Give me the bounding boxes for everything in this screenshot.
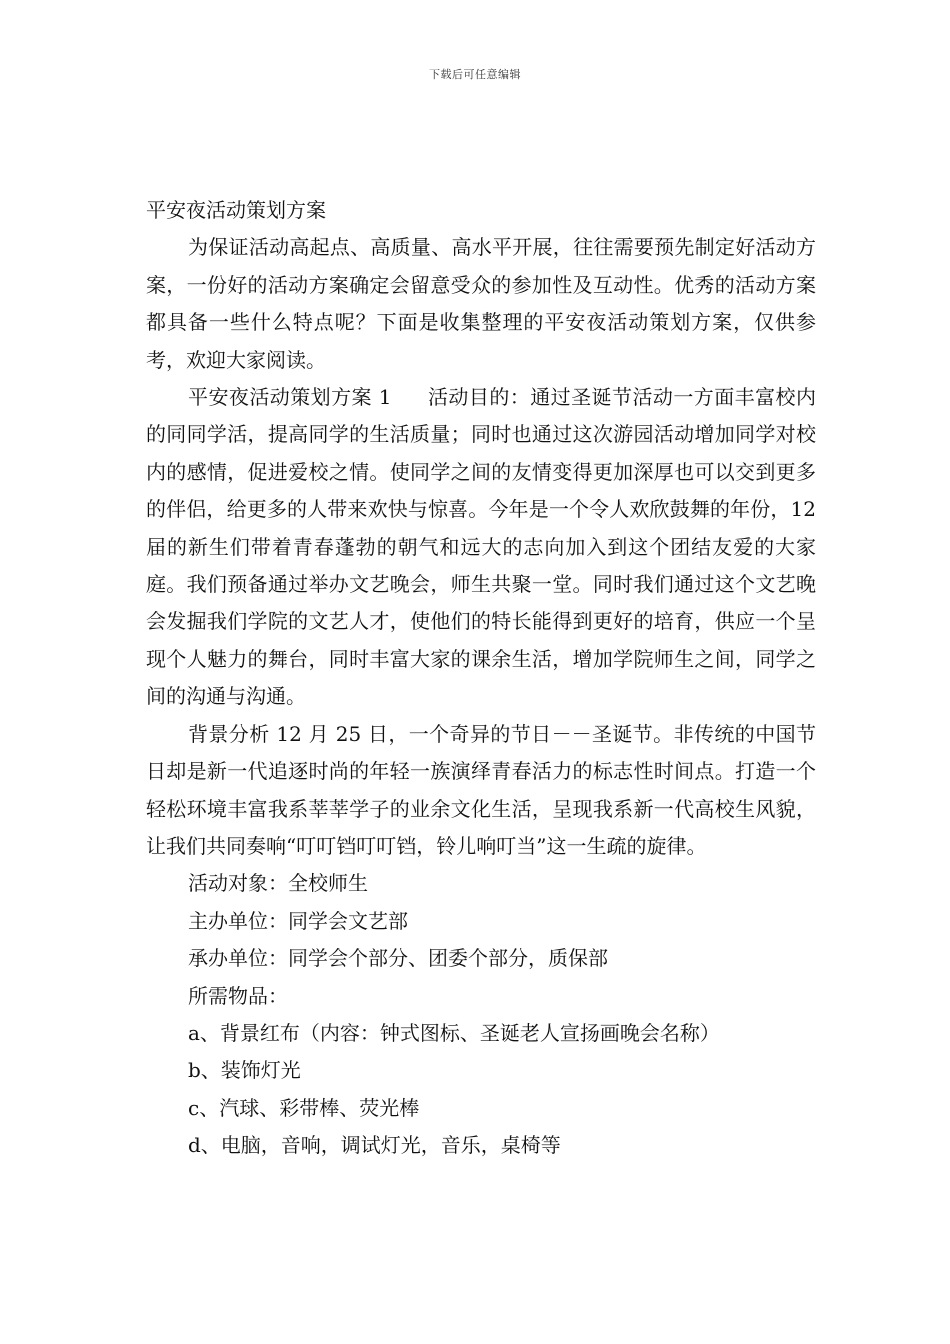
document-body <box>146 192 816 1165</box>
purpose-paragraph <box>146 379 816 716</box>
target-line: 活动对象：全校师生 <box>188 871 368 896</box>
purpose-text: 活动目的：通过圣诞节活动一方面丰富校内的同同学活，提高同学的生活质量；同时也通过这次游园活动增加同学对校内的感情，促进爱校之情。使同学之间的友情变得更加深厚也可以交到更多的伴侣，给更多的人带来欢快与惊喜。今年是一个令人欢欣鼓舞的年份，12 届的新生们带着青春蓬勃的朝气和远大的志向加入到这个团结友爱的大家庭。我们预备通过举办文艺晚会，师生共聚一堂。同时我们通过这个文艺晚会发掘我们学院的文艺人才，使他们的特长能得到更好的培育，供应一个呈现个人魅力的舞台，同时丰富大家的课余生活，增加学院师生之间，同学之间的沟通与沟通。 <box>146 385 817 709</box>
intro-paragraph: 为保证活动高起点、高质量、高水平开展，往往需要预先制定好活动方案，一份好的活动方案确定会留意受众的参加性及互动性。优秀的活动方案都具备一些什么特点呢？下面是收集整理的平安夜活动策划方案，仅供参考，欢迎大家阅读。 <box>146 235 816 372</box>
background-paragraph: 背景分析 12 月 25 日，一个奇异的节日－－圣诞节。非传统的中国节日却是新一代追逐时尚的年轻一族演绎青春活力的标志性时间点。打造一个轻松环境丰富我系莘莘学子的业余文化生活，呈现我系新一代高校生风貌，让我们共同奏响“叮叮铛叮叮铛，铃儿响叮当”这一生疏的旋律。 <box>146 721 816 858</box>
plan-heading: 平安夜活动策划方案 1 <box>188 385 392 410</box>
supply-item: d、电脑，音响，调试灯光，音乐，桌椅等 <box>188 1133 561 1158</box>
document-title: 平安夜活动策划方案 <box>146 198 326 222</box>
co-organizer-line: 承办单位：同学会个部分、团委个部分，质保部 <box>188 946 608 971</box>
page-header-note: 下载后可任意编辑 <box>429 68 521 81</box>
supply-item: c、汽球、彩带棒、荧光棒 <box>188 1095 420 1120</box>
supply-item: b、装饰灯光 <box>188 1058 301 1083</box>
organizer-line: 主办单位：同学会文艺部 <box>188 908 408 933</box>
supply-item: a、背景红布（内容：钟式图标、圣诞老人宣扬画晚会名称） <box>188 1020 720 1045</box>
supplies-label: 所需物品： <box>188 983 288 1008</box>
